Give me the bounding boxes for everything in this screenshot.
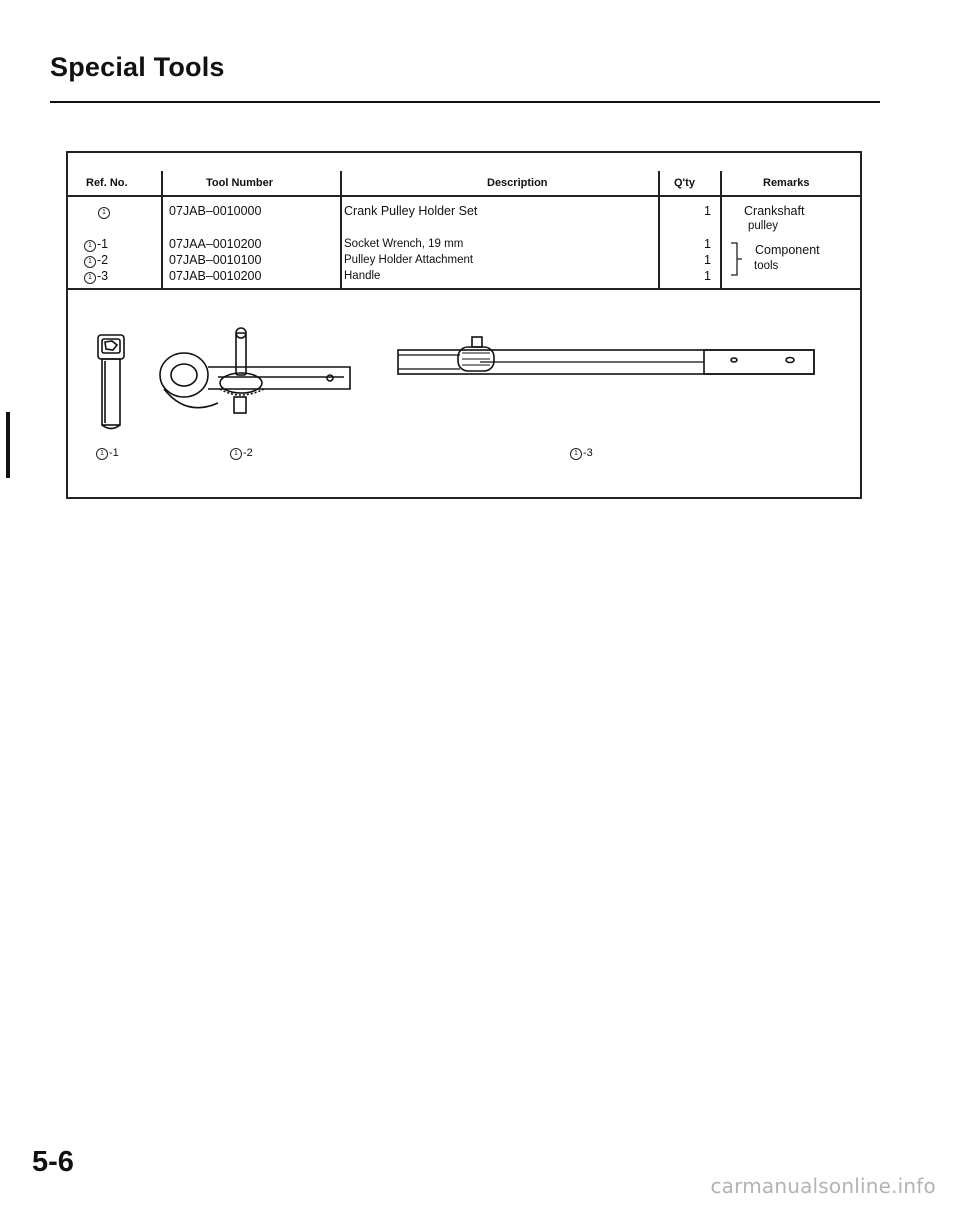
margin-change-bar: [6, 412, 10, 478]
handle-icon: [398, 337, 814, 374]
tool-description: Pulley Holder Attachment: [344, 254, 474, 266]
ref-number: 1 -1: [84, 236, 108, 252]
tool-illustrations: [68, 289, 860, 439]
column-divider: [161, 171, 163, 288]
header-rule: [68, 195, 860, 197]
circled-number-icon: 1: [230, 448, 242, 460]
ref-number: [98, 203, 111, 219]
tool-number: 07JAA–0010200: [169, 237, 262, 251]
tool-quantity: 1: [704, 253, 711, 267]
header-qty: Q'ty: [674, 177, 695, 189]
header-remarks: Remarks: [763, 177, 810, 189]
page-title: Special Tools: [50, 52, 225, 82]
pulley-holder-attachment-icon: [160, 328, 350, 413]
ref-number: 1 -2: [84, 252, 108, 268]
remarks-set-line2: pulley: [748, 220, 779, 232]
circled-number-icon: 1: [84, 256, 96, 268]
header-description: Description: [487, 177, 548, 189]
handle-label: 1 -3: [570, 447, 593, 460]
special-tools-table: [66, 151, 862, 499]
bracket-icon: [728, 241, 744, 279]
watermark: carmanualsonline.info: [710, 1174, 936, 1198]
tool-quantity: 1: [704, 269, 711, 283]
column-divider: [720, 171, 722, 288]
header-tool-number: Tool Number: [206, 177, 274, 189]
tool-number: 07JAB–0010000: [169, 204, 262, 218]
socket-wrench-icon: [98, 335, 124, 429]
column-divider: [658, 171, 660, 288]
page-number: 5-6: [32, 1146, 74, 1178]
circled-number-icon: 1: [84, 240, 96, 252]
tool-quantity: 1: [704, 237, 711, 251]
title-divider: [50, 101, 880, 103]
remarks-set-line1: Crankshaft: [744, 204, 805, 218]
remarks-component-line1: Component: [755, 243, 820, 257]
tool-number: 07JAB–0010100: [169, 253, 262, 267]
ref-number: 1 -3: [84, 268, 108, 284]
remarks-component-line2: tools: [754, 260, 779, 272]
tool-quantity: 1: [704, 204, 711, 218]
socket-wrench-label: 1 -1: [96, 447, 119, 460]
tool-number: 07JAB–0010200: [169, 269, 262, 283]
attachment-label: 1 -2: [230, 447, 253, 460]
column-divider: [340, 171, 342, 288]
circled-number-icon: 1: [98, 207, 110, 219]
circled-number-icon: 1: [570, 448, 582, 460]
tool-description: Socket Wrench, 19 mm: [344, 238, 464, 250]
tool-description: Handle: [344, 270, 381, 282]
tool-description: Crank Pulley Holder Set: [344, 204, 478, 218]
header-ref-no: Ref. No.: [86, 177, 128, 189]
circled-number-icon: 1: [84, 272, 96, 284]
circled-number-icon: 1: [96, 448, 108, 460]
